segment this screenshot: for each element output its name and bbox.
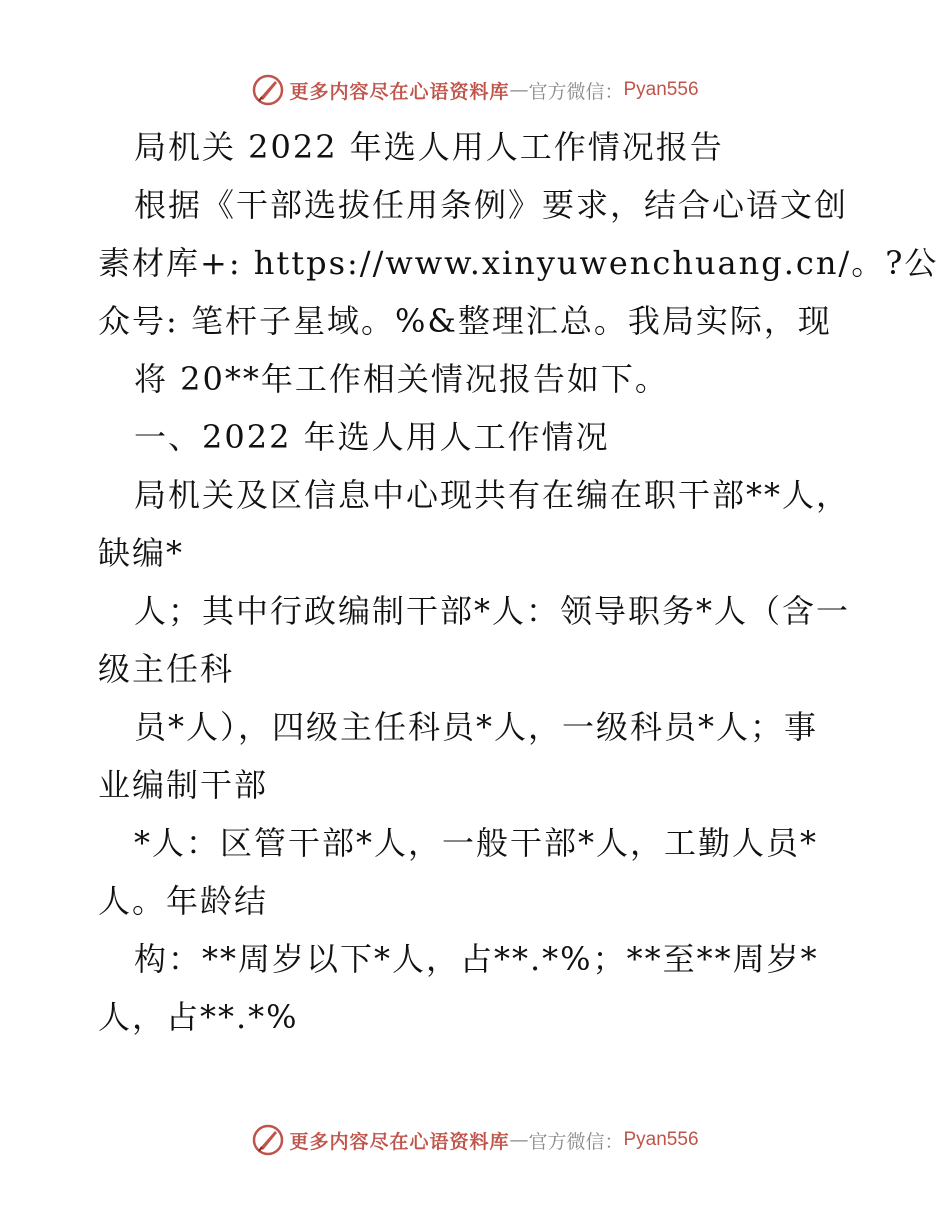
- paragraph-line: 素材库+: https://www.xinyuwenchuang.cn/。?公: [98, 244, 939, 282]
- footer-watermark: [0, 1120, 950, 1160]
- paragraph-line: 构：**周岁以下*人，占**.*%；**至**周岁*: [134, 940, 819, 978]
- paragraph-line: 根据《干部选拔任用条例》要求，结合心语文创: [134, 186, 849, 224]
- quill-logo-icon: [251, 1123, 285, 1157]
- paragraph-line: 业编制干部: [98, 766, 269, 804]
- watermark-dash: —: [509, 1129, 529, 1151]
- paragraph-line: 将 20**年工作相关情况报告如下。: [134, 360, 669, 398]
- watermark-id: Pyan556: [623, 79, 699, 100]
- paragraph-line: 局机关及区信息中心现共有在编在职干部**人，: [134, 476, 851, 514]
- paragraph-line: 众号: 笔杆子星域。%&整理汇总。我局实际，现: [98, 302, 832, 340]
- paragraph-line: 人，占**.*%: [98, 998, 299, 1036]
- header-watermark: [0, 70, 950, 110]
- watermark-id: Pyan556: [623, 1129, 699, 1150]
- paragraph-line: 人。年龄结: [98, 882, 269, 920]
- watermark-mid: 官方微信：: [528, 80, 624, 103]
- watermark-prefix: 更多内容尽在心语资料库: [289, 80, 510, 103]
- quill-logo-icon: [251, 73, 285, 107]
- paragraph-line: 员*人），四级主任科员*人，一级科员*人；事: [134, 708, 819, 746]
- watermark-mid: 官方微信：: [528, 1130, 624, 1153]
- watermark-dash: —: [509, 79, 529, 101]
- paragraph-line: *人：区管干部*人，一般干部*人，工勤人员*: [134, 824, 819, 862]
- doc-title: 局机关 2022 年选人用人工作情况报告: [134, 128, 724, 166]
- paragraph-line: 人；其中行政编制干部*人：领导职务*人（含一: [134, 592, 851, 630]
- paragraph-line: 缺编*: [98, 534, 185, 572]
- watermark-prefix: 更多内容尽在心语资料库: [289, 1130, 510, 1153]
- section-heading: 一、2022 年选人用人工作情况: [134, 418, 610, 456]
- paragraph-line: 级主任科: [98, 650, 235, 688]
